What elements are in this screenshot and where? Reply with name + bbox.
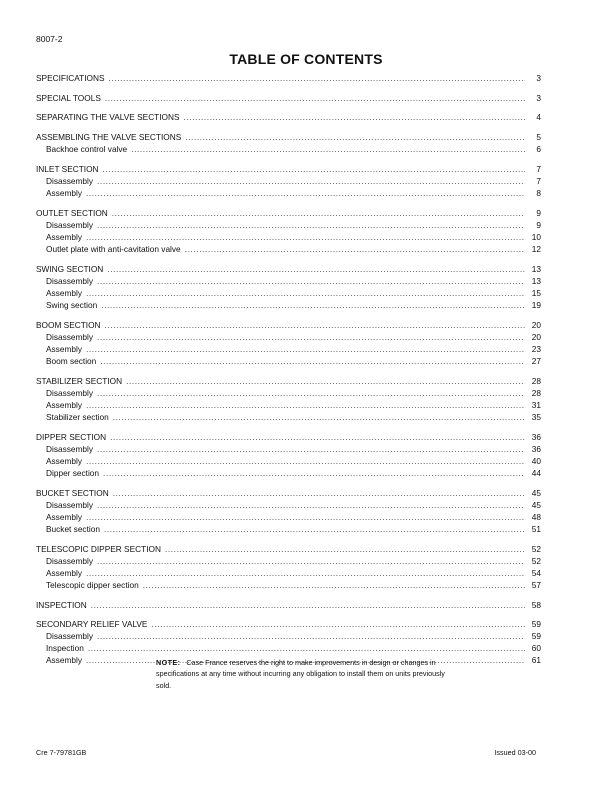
toc-section-entry[interactable] xyxy=(36,375,541,387)
dot-leader xyxy=(103,467,525,479)
toc-subsection-entry[interactable] xyxy=(36,143,541,155)
dot-leader xyxy=(97,387,525,399)
dot-leader xyxy=(97,331,525,343)
toc-subsection-entry[interactable] xyxy=(36,630,541,642)
toc-section-entry[interactable] xyxy=(36,111,541,123)
toc-subsection-entry[interactable] xyxy=(36,579,541,591)
toc-section xyxy=(36,487,541,535)
toc-page-number: 3 xyxy=(536,92,541,103)
toc-entry-label: Swing section xyxy=(46,299,98,310)
toc-section xyxy=(36,92,541,104)
toc-entry-label: Assembly xyxy=(46,455,82,466)
toc-page-number: 31 xyxy=(531,399,541,410)
toc-entry-label: Disassembly xyxy=(46,631,94,642)
dot-leader xyxy=(143,579,525,591)
toc-section-entry[interactable] xyxy=(36,431,541,443)
toc-entry-label: ASSEMBLING THE VALVE SECTIONS xyxy=(36,132,182,143)
toc-page-number: 4 xyxy=(536,112,541,123)
toc-entry-label: Telescopic dipper section xyxy=(46,579,139,590)
note-label: NOTE: xyxy=(156,658,181,667)
toc-entry-label: INLET SECTION xyxy=(36,163,99,174)
toc-subsection-entry[interactable] xyxy=(36,555,541,567)
toc-section xyxy=(36,599,541,611)
toc-entry-label: Inspection xyxy=(46,643,84,654)
toc-entry-label: Backhoe control valve xyxy=(46,144,128,155)
toc-page-number: 59 xyxy=(531,631,541,642)
dot-leader xyxy=(97,275,525,287)
toc-section xyxy=(36,131,541,155)
toc-page-number: 58 xyxy=(531,599,541,610)
dot-leader xyxy=(107,263,525,275)
toc-subsection-entry[interactable] xyxy=(36,219,541,231)
toc-page-number: 61 xyxy=(531,655,541,666)
dot-leader xyxy=(109,72,525,84)
dot-leader xyxy=(104,523,525,535)
dot-leader xyxy=(165,543,525,555)
toc-page-number: 13 xyxy=(531,275,541,286)
toc-subsection-entry[interactable] xyxy=(36,299,541,311)
toc-page-number: 13 xyxy=(531,263,541,274)
toc-page-number: 7 xyxy=(536,175,541,186)
page-title: TABLE OF CONTENTS xyxy=(229,51,383,67)
toc-subsection-entry[interactable] xyxy=(36,187,541,199)
dot-leader xyxy=(88,642,525,654)
toc-subsection-entry[interactable] xyxy=(36,642,541,654)
toc-page-number: 5 xyxy=(536,132,541,143)
toc-entry-label: SEPARATING THE VALVE SECTIONS xyxy=(36,112,180,123)
toc-subsection-entry[interactable] xyxy=(36,331,541,343)
toc-page-number: 36 xyxy=(531,443,541,454)
dot-leader xyxy=(112,207,525,219)
dot-leader xyxy=(126,375,525,387)
toc-page-number: 12 xyxy=(531,244,541,254)
toc-subsection-entry[interactable] xyxy=(36,399,541,411)
toc-section xyxy=(36,111,541,123)
toc-subsection-entry[interactable] xyxy=(36,567,541,579)
document-number: 8007-2 xyxy=(36,34,63,44)
toc-entry-label: Disassembly xyxy=(46,387,94,398)
toc-entry-label: SECONDARY RELIEF VALVE xyxy=(36,619,148,630)
toc-entry-label: Assembly xyxy=(46,511,82,522)
toc-page-number: 45 xyxy=(531,487,541,498)
dot-leader xyxy=(110,431,525,443)
toc-section xyxy=(36,375,541,423)
dot-leader xyxy=(184,111,525,123)
toc-section-entry[interactable] xyxy=(36,599,541,611)
toc-section-entry[interactable] xyxy=(36,263,541,275)
toc-entry-label: DIPPER SECTION xyxy=(36,431,107,442)
toc-page-number: 48 xyxy=(531,511,541,522)
toc-page-number: 3 xyxy=(536,73,541,83)
toc-section-entry[interactable] xyxy=(36,618,541,630)
toc-subsection-entry[interactable] xyxy=(36,355,541,367)
dot-leader xyxy=(97,630,525,642)
table-of-contents xyxy=(36,72,541,674)
dot-leader xyxy=(86,231,525,243)
toc-section-entry[interactable] xyxy=(36,92,541,104)
dot-leader xyxy=(101,299,525,311)
toc-subsection-entry[interactable] xyxy=(36,387,541,399)
toc-entry-label: INSPECTION xyxy=(36,599,87,610)
toc-page-number: 36 xyxy=(531,431,541,442)
toc-page-number: 8 xyxy=(536,188,541,199)
toc-entry-label: Disassembly xyxy=(46,219,94,230)
toc-subsection-entry[interactable] xyxy=(36,275,541,287)
toc-entry-label: Assembly xyxy=(46,188,82,199)
toc-entry-label: Disassembly xyxy=(46,499,94,510)
toc-entry-label: Boom section xyxy=(46,355,97,366)
toc-page-number: 9 xyxy=(536,219,541,230)
toc-section-entry[interactable] xyxy=(36,319,541,331)
toc-entry-label: SPECIAL TOOLS xyxy=(36,92,101,103)
dot-leader xyxy=(86,287,525,299)
toc-entry-label: Bucket section xyxy=(46,523,100,534)
toc-subsection-entry[interactable] xyxy=(36,499,541,511)
toc-section xyxy=(36,72,541,84)
dot-leader xyxy=(91,599,525,611)
toc-page-number: 52 xyxy=(531,555,541,566)
toc-subsection-entry[interactable] xyxy=(36,455,541,467)
dot-leader xyxy=(86,455,525,467)
dot-leader xyxy=(97,219,525,231)
toc-section-entry[interactable] xyxy=(36,163,541,175)
dot-leader xyxy=(86,567,525,579)
toc-page-number: 40 xyxy=(531,455,541,466)
footer-doc-code: Cre 7-79781GB xyxy=(36,748,87,757)
note xyxy=(156,657,451,691)
toc-section-entry[interactable] xyxy=(36,131,541,143)
toc-subsection-entry[interactable] xyxy=(36,231,541,243)
toc-page-number: 15 xyxy=(531,287,541,298)
dot-leader xyxy=(97,555,525,567)
toc-page-number: 44 xyxy=(531,467,541,478)
toc-section-entry[interactable] xyxy=(36,72,541,84)
dot-leader xyxy=(105,92,525,104)
toc-page-number: 23 xyxy=(531,343,541,354)
toc-subsection-entry[interactable] xyxy=(36,443,541,455)
toc-page-number: 10 xyxy=(531,231,541,242)
toc-page-number: 19 xyxy=(531,299,541,310)
toc-page-number: 60 xyxy=(531,643,541,654)
toc-subsection-entry[interactable] xyxy=(36,511,541,523)
toc-entry-label: Disassembly xyxy=(46,331,94,342)
toc-entry-label: Outlet plate with anti-cavitation valve xyxy=(46,244,181,254)
toc-page-number: 20 xyxy=(531,331,541,342)
toc-entry-label: Disassembly xyxy=(46,555,94,566)
dot-leader xyxy=(86,399,525,411)
toc-page-number: 54 xyxy=(531,567,541,578)
toc-section xyxy=(36,207,541,255)
toc-entry-label: Disassembly xyxy=(46,443,94,454)
footer-issue-date: Issued 03-00 xyxy=(494,748,536,757)
toc-subsection-entry[interactable] xyxy=(36,523,541,535)
toc-entry-label: Disassembly xyxy=(46,175,94,186)
toc-page-number: 57 xyxy=(531,579,541,590)
toc-entry-label: Assembly xyxy=(46,567,82,578)
toc-entry-label: Assembly xyxy=(46,399,82,410)
toc-section-entry[interactable] xyxy=(36,487,541,499)
dot-leader xyxy=(113,411,525,423)
toc-entry-label: Assembly xyxy=(46,287,82,298)
toc-entry-label: Assembly xyxy=(46,231,82,242)
toc-section-entry[interactable] xyxy=(36,207,541,219)
toc-page-number: 20 xyxy=(531,319,541,330)
toc-subsection-entry[interactable] xyxy=(36,243,541,255)
dot-leader xyxy=(103,163,525,175)
dot-leader xyxy=(151,618,525,630)
toc-section xyxy=(36,431,541,479)
dot-leader xyxy=(97,443,525,455)
toc-subsection-entry[interactable] xyxy=(36,467,541,479)
toc-subsection-entry[interactable] xyxy=(36,411,541,423)
note-text: Case France reserves the right to make improvements in design or changes in specifications at any time without incurring any obligation to install them on units previously sold. xyxy=(156,658,445,690)
toc-entry-label: SWING SECTION xyxy=(36,263,104,274)
toc-entry-label: Stabilizer section xyxy=(46,411,109,422)
toc-section xyxy=(36,543,541,591)
toc-page-number: 7 xyxy=(536,163,541,174)
toc-entry-label: BUCKET SECTION xyxy=(36,487,109,498)
toc-page-number: 45 xyxy=(531,499,541,510)
toc-entry-label: BOOM SECTION xyxy=(36,319,101,330)
dot-leader xyxy=(86,343,525,355)
toc-section xyxy=(36,163,541,199)
dot-leader xyxy=(97,175,525,187)
dot-leader xyxy=(86,187,525,199)
toc-entry-label: SPECIFICATIONS xyxy=(36,73,105,83)
dot-leader xyxy=(100,355,525,367)
toc-subsection-entry[interactable] xyxy=(36,287,541,299)
toc-section-entry[interactable] xyxy=(36,543,541,555)
dot-leader xyxy=(105,319,525,331)
dot-leader xyxy=(185,131,525,143)
toc-page-number: 59 xyxy=(531,619,541,630)
toc-entry-label: Dipper section xyxy=(46,467,100,478)
toc-page-number: 51 xyxy=(531,523,541,534)
toc-entry-label: Assembly xyxy=(46,655,82,666)
dot-leader xyxy=(131,143,525,155)
toc-entry-label: OUTLET SECTION xyxy=(36,207,108,218)
toc-subsection-entry[interactable] xyxy=(36,175,541,187)
dot-leader xyxy=(97,499,525,511)
toc-entry-label: Disassembly xyxy=(46,275,94,286)
toc-page-number: 28 xyxy=(531,375,541,386)
toc-entry-label: Assembly xyxy=(46,343,82,354)
toc-page-number: 27 xyxy=(531,355,541,366)
toc-subsection-entry[interactable] xyxy=(36,343,541,355)
dot-leader xyxy=(185,243,525,255)
toc-entry-label: STABILIZER SECTION xyxy=(36,375,123,386)
toc-section xyxy=(36,263,541,311)
toc-page-number: 35 xyxy=(531,411,541,422)
toc-page-number: 9 xyxy=(536,207,541,218)
dot-leader xyxy=(113,487,525,499)
dot-leader xyxy=(86,511,525,523)
toc-entry-label: TELESCOPIC DIPPER SECTION xyxy=(36,543,161,554)
toc-page-number: 28 xyxy=(531,387,541,398)
toc-page-number: 6 xyxy=(536,144,541,155)
toc-section xyxy=(36,319,541,367)
toc-page-number: 52 xyxy=(531,543,541,554)
